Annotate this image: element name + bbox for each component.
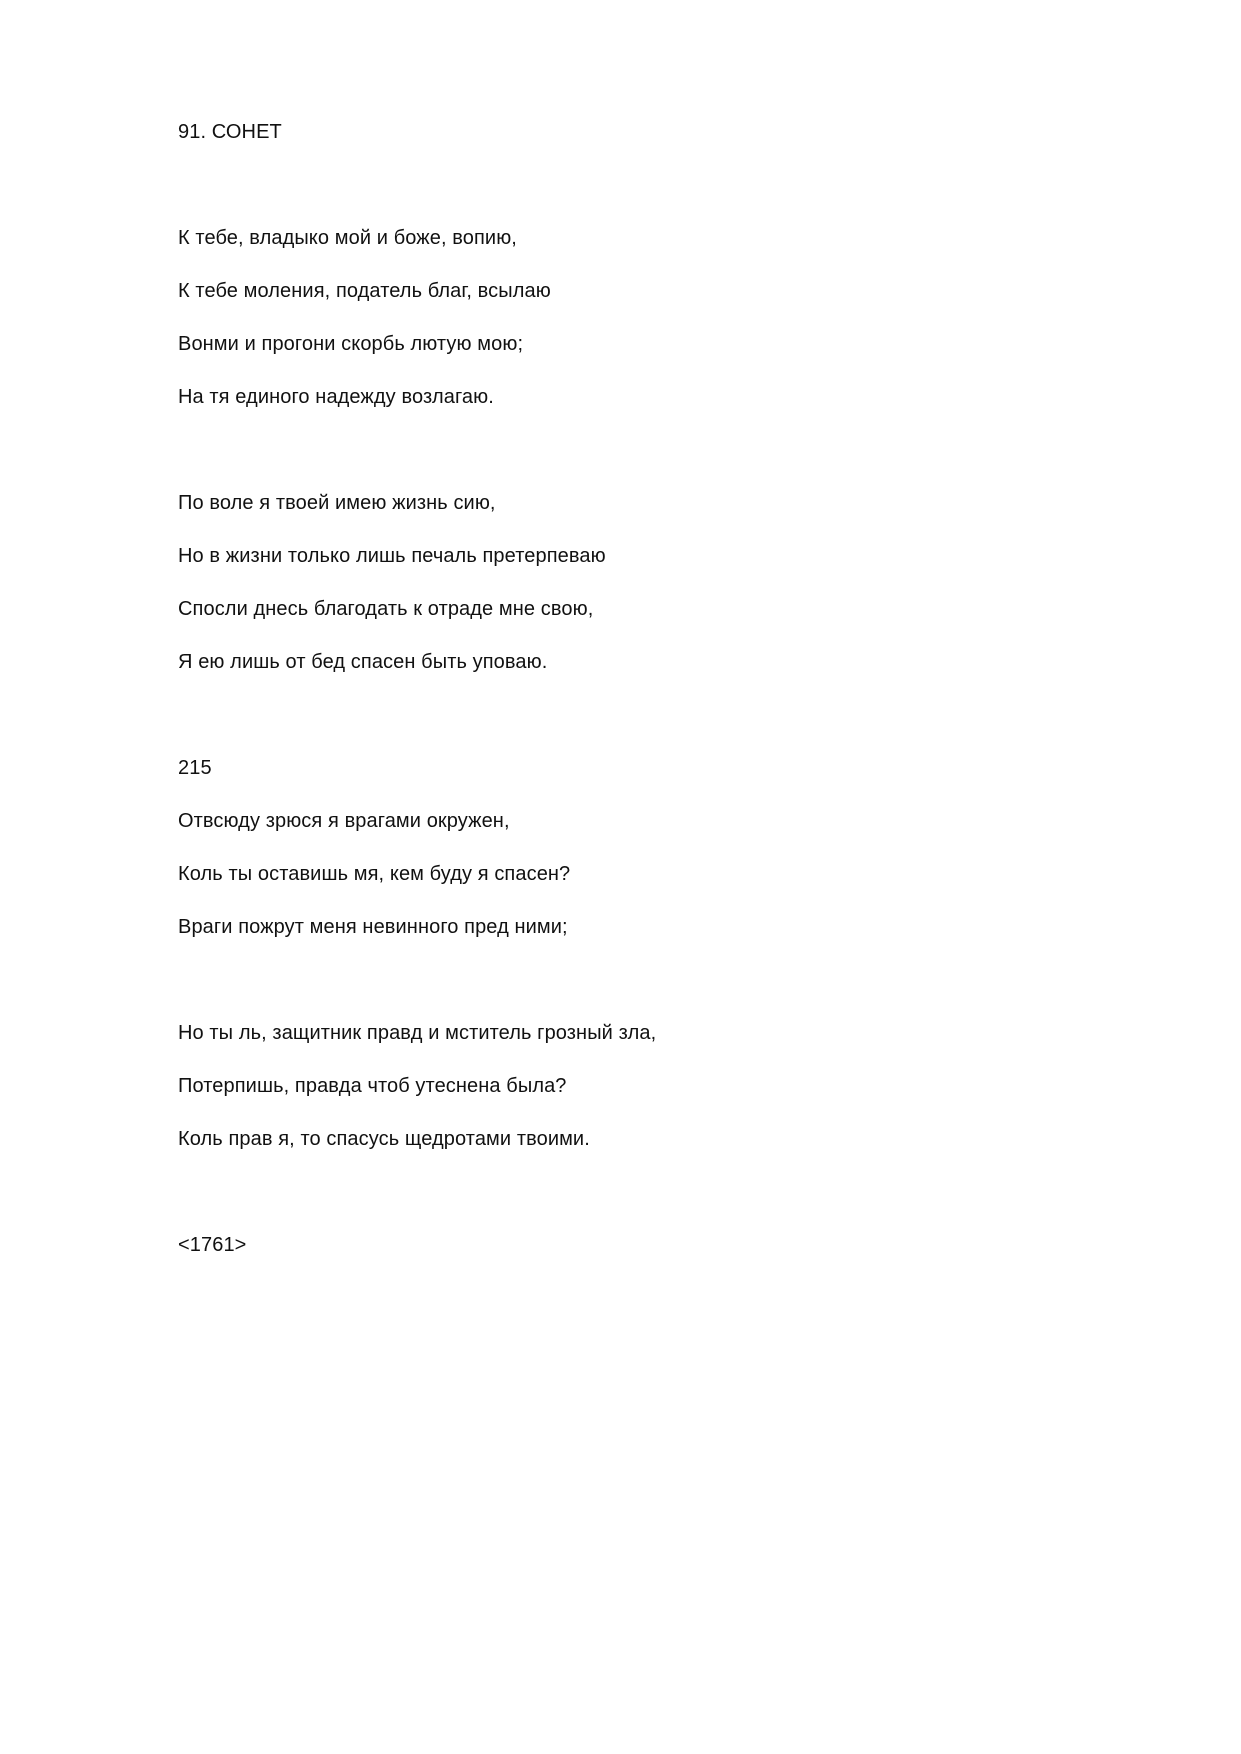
page-number: 215 — [178, 757, 212, 779]
poem-line: Потерпишь, правда чтоб утеснена была? — [178, 1075, 567, 1097]
poem-line: На тя единого надежду возлагаю. — [178, 386, 494, 408]
poem-line: Но ты ль, защитник правд и мститель грозный зла, — [178, 1022, 657, 1044]
poem-heading: 91. СОНЕТ — [178, 121, 282, 143]
poem-line: Коль прав я, то спасусь щедротами твоими. — [178, 1128, 590, 1150]
poem-line: Отвсюду зрюся я врагами окружен, — [178, 810, 510, 832]
poem-line: Спосли днесь благодать к отраде мне свою, — [178, 598, 594, 620]
poem-date: <1761> — [178, 1234, 247, 1256]
poem-line: Но в жизни только лишь печаль претерпеваю — [178, 545, 606, 567]
poem-line: По воле я твоей имею жизнь сию, — [178, 492, 496, 514]
poem-line: Враги пожрут меня невинного пред ними; — [178, 916, 568, 938]
poem-line: Вонми и прогони скорбь лютую мою; — [178, 333, 524, 355]
poem-line: Я ею лишь от бед спасен быть уповаю. — [178, 651, 548, 673]
poem-line: К тебе, владыко мой и боже, вопию, — [178, 227, 517, 249]
poem-line: К тебе моления, податель благ, всылаю — [178, 280, 551, 302]
poem-line: Коль ты оставишь мя, кем буду я спасен? — [178, 863, 571, 885]
